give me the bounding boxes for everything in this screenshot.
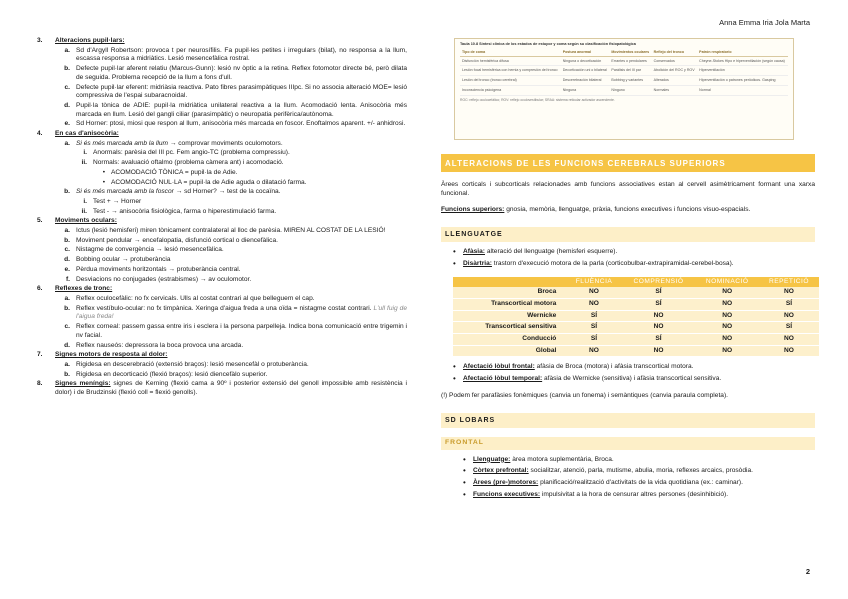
table-cell: Abolición del ROC y ROV: [652, 66, 698, 76]
section-5-items: [61, 227, 407, 284]
list-item: b. Defecte pupil·lar aferent relatiu (Marcus-Gunn): lesió nv òptic a la retina. Reflex fotomotor directe bé, però dilata de seguida. Problema recepció de la llum a fons d'ull.: [64, 65, 407, 81]
list-item: • Còrtex prefrontal: socialitzar, atenció, parla, mutisme, abulia, moria, reflexes arcaics, prosòdia.: [463, 467, 815, 476]
section-8-heading: 8. Signes meníngis: signes de Kerning (flexió cama a 90º i posterior extensió del genoll impossible amb resistència i dolor) i de Brudzinski (flexió coll = flexió genolls).: [37, 380, 408, 397]
figure-caption: Taula 10.8 Síntesi clínica de los estados de estupor y coma según su clasificación fisiopatológica: [460, 42, 636, 46]
section-3-items: [61, 47, 407, 129]
list-item: b. Moviment pendular → encefalopatia, disfunció cortical o diencefàlica.: [64, 236, 278, 244]
list-item: c. Defecte pupil·lar eferent: midriàsia reactiva. Pato fibres parasimpàtiques IIIpc. Si no associa alteració MOE= lesió compressiva de l'espai subaracnoidal.: [64, 83, 407, 100]
table-cell: Transcortical sensitiva: [453, 322, 566, 334]
frontal-list: [463, 456, 815, 500]
table-cell: Global: [453, 345, 566, 357]
aphasia-row: [453, 322, 819, 334]
table-cell: NO: [695, 287, 759, 298]
table-cell: Ninguna: [561, 85, 610, 95]
list-item: a. Ictus (lesió hemisferi) miren tònicament contralateral al lloc de parèsia. MIREN AL COSTAT DE LA LESIÓ!: [64, 227, 386, 235]
table-cell: NO: [566, 345, 621, 357]
list-item: e. Pèrdua moviments horitzontals → protuberància central.: [64, 265, 241, 273]
figure-footnote: ROC: reflejo oculocefálico; ROV: reflejo oculovestibular; SRAA: sistema reticular activador ascendente.: [460, 97, 615, 102]
column-header: [453, 277, 566, 288]
figure-row: [460, 85, 788, 95]
section-4b-subitems: [79, 198, 407, 216]
table-cell: NO: [759, 345, 819, 357]
section-4a-subitems: [79, 149, 407, 167]
column-header: COMPRENSIÓ: [622, 277, 696, 288]
list-item: ii. Normals: avaluació oftalmo (problema càmera ant) i acomodació.: [81, 159, 284, 167]
table-cell: Parálisis del III par: [609, 66, 651, 76]
list-item: d. Pupil·la tònica de ADIE: pupil·la midriàtica unilateral reactiva a la llum. Acomodació lenta. Anisocòria més marcada en llum. Lesió del gangli ciliar (parasimpàtic) o neuropatia perifèrica/autònoma.: [64, 101, 407, 118]
list-item: a. Rigidesa en descerebració (extensió braços): lesió mesencefàl o protuberància.: [64, 360, 309, 368]
section-4a-bullets: [99, 169, 407, 187]
aphasia-row: [453, 298, 819, 310]
list-item: d. Reflex nauseós: depressora la boca provoca una arcada.: [64, 341, 244, 349]
table-cell: SÍ: [622, 298, 696, 310]
author-name: Anna Emma Iria Jola Marta: [719, 18, 810, 27]
table-cell: Cheyne-Stokes Hipo e hiperventilación (según causa): [697, 56, 788, 66]
table-cell: Hiperventilación: [697, 66, 788, 76]
list-item: • ACOMODACIÓ TÒNICA = pupil·la de Adie.: [102, 168, 238, 176]
section-4b-item: [61, 188, 407, 197]
list-item: • Afectació lòbul frontal: afàsia de Broca (motora) i afàsia transcortical motora.: [453, 363, 815, 372]
paraphasia-note: (!) Podem fer parafàsies fonèmiques (canvia un fonema) i semàntiques (canvia paraula completa).: [441, 391, 728, 399]
section-5-heading: 5. Moviments oculars:: [37, 217, 117, 225]
column-header: NOMINACIÓ: [695, 277, 759, 288]
llenguatge-heading: LLENGUATGE: [441, 227, 815, 242]
list-item: b. Rigidesa en decorticació (flexió braços): lesió diencefàlo superior.: [64, 370, 268, 378]
table-cell: Decorticación uni o bilateral: [561, 66, 610, 76]
table-cell: Descerebración bilateral: [561, 76, 610, 86]
list-item: i. Anormals: parèsia del III pc. Fem angio-TC (problema compressiu).: [83, 149, 290, 157]
list-item: f. Desviacions no conjugades (estrabismes) → av oculomotor.: [65, 275, 252, 283]
column-header: Movimientos oculares: [609, 49, 651, 56]
section-banner: ALTERACIONS DE LES FUNCIONS CEREBRALS SUPERIORS: [441, 154, 815, 172]
column-header: FLUÈNCIA: [566, 277, 621, 288]
column-header: REPETICIÓ: [759, 277, 819, 288]
section-4-heading: 4. En cas d'anisocòria:: [37, 130, 119, 138]
table-cell: Errantes o pendulares: [609, 56, 651, 66]
list-item: • Afectació lòbul temporal: afàsia de Wernicke (sensitiva) i afàsia transcortical sensitiva.: [453, 375, 815, 384]
table-cell: NO: [695, 345, 759, 357]
table-cell: SÍ: [566, 310, 621, 322]
section-6-items: [61, 295, 407, 350]
table-cell: Ninguno: [609, 85, 651, 95]
figure-table: [460, 49, 788, 96]
list-item: e. Sd Horner: ptosi, miosi que respon al llum, anisocòria més marcada en foscor. Enoftalmos aparent. +/- anhidrosi.: [64, 120, 406, 128]
column-header: Patrón respiratorio: [697, 49, 788, 56]
list-item: d. Bobbing ocular → protuberància: [64, 256, 171, 264]
aphasia-row: [453, 345, 819, 357]
table-cell: NO: [566, 298, 621, 310]
frontal-heading: FRONTAL: [441, 437, 815, 450]
section-4-items: [61, 140, 407, 149]
table-cell: NO: [622, 310, 696, 322]
section-6-heading: 6. Reflexes de tronc:: [37, 285, 113, 293]
table-cell: SÍ: [622, 334, 696, 346]
list-item: i. Test + → Horner: [83, 197, 142, 205]
lobe-list: [453, 363, 815, 383]
aphasia-row: [453, 310, 819, 322]
sd-lobars-heading: SD LOBARS: [441, 413, 815, 428]
table-cell: NO: [695, 322, 759, 334]
table-cell: NO: [566, 287, 621, 298]
functions-paragraph: Funcions superiors: gnosia, memòria, llenguatge, pràxia, funcions executives i funcions visuo-espacials.: [441, 206, 751, 214]
list-item: a. Sd d'Argyll Robertson: provoca t per neurosífilis. Fa pupil·les petites i irregulars (bilat), no responsa a la llum, escassa responsa a midriàtics. Lesió mesencefàlica rostral.: [64, 46, 407, 63]
figure-row: [460, 66, 788, 76]
table-cell: Wernicke: [453, 310, 566, 322]
list-item: b. Si és més marcada amb la foscor → sd Horner? → test de la cocaïna.: [64, 188, 281, 196]
table-cell: Lesión focal hemisférica con hernia y compresión del tronco: [460, 66, 561, 76]
section-7-items: [61, 361, 407, 379]
list-item: • Disàrtria: trastorn d'execució motora de la parla (corticobulbar-extrapiramidal-cerebel-bosa).: [453, 260, 815, 269]
list-item: • Afàsia: alteració del llenguatge (hemisferi esquerre).: [453, 248, 815, 257]
table-cell: Bobbing y variantes: [609, 76, 651, 86]
table-cell: SÍ: [566, 322, 621, 334]
column-header: Reflejo del tronco: [652, 49, 698, 56]
list-item: • Funcions executives: impulsivitat a la hora de censurar altres persones (desinhibició).: [463, 491, 815, 500]
table-cell: NO: [759, 310, 819, 322]
table-cell: SÍ: [566, 334, 621, 346]
coma-classification-figure: [454, 38, 794, 140]
list-item: a. Si és més marcada amb la llum → comprovar moviments oculomotors.: [64, 139, 283, 147]
list-item: c. Reflex corneal: passem gassa entre iris i esclera i la persona parpelleja. Indica bona comunicació entre trigemin i nv facial.: [64, 323, 407, 339]
table-cell: NO: [759, 334, 819, 346]
column-header: Tipo de coma: [460, 49, 561, 56]
table-cell: Broca: [453, 287, 566, 298]
list-item: • Llenguatge: àrea motora suplementària, Broca.: [463, 456, 815, 465]
aphasia-row: [453, 334, 819, 346]
page-number: 2: [805, 567, 810, 577]
table-cell: Disfunción hemisférica difusa: [460, 56, 561, 66]
figure-row: [460, 56, 788, 66]
list-item: • ACOMODACIÓ NUL·LA = pupil·la de Adie aguda o dilatació farma.: [102, 178, 307, 186]
left-column: [37, 37, 407, 399]
aphasia-table: [453, 277, 819, 358]
table-cell: Alterados: [652, 76, 698, 86]
table-cell: Lesión del tronco (tronco cerebral): [460, 76, 561, 86]
table-cell: Conservados: [652, 56, 698, 66]
list-item: • Àrees (pre-)motores: planificació/realització d'activitats de la vida quotidiana (ex.: caminar).: [463, 479, 815, 488]
table-cell: SÍ: [622, 287, 696, 298]
aphasia-row: [453, 287, 819, 298]
table-cell: SÍ: [759, 322, 819, 334]
table-cell: Conducció: [453, 334, 566, 346]
table-cell: Hiperventilación o patrones periódicos. Gasping: [697, 76, 788, 86]
table-cell: NO: [695, 298, 759, 310]
table-cell: Inconsciencia psicógena: [460, 85, 561, 95]
table-cell: Ninguna o decorticación: [561, 56, 610, 66]
table-cell: Normales: [652, 85, 698, 95]
table-cell: NO: [695, 310, 759, 322]
column-header: Postura anormal: [561, 49, 610, 56]
section-7-heading: 7. Signes motors de resposta al dolor:: [37, 351, 168, 359]
list-item: c. Nistagme de convergència → lesió mesencefàlica.: [64, 246, 224, 254]
section-3-heading: 3. Alteracions pupil·lars:: [37, 37, 125, 44]
table-cell: NO: [759, 287, 819, 298]
right-column: [441, 38, 815, 502]
table-cell: NO: [695, 334, 759, 346]
language-list: [453, 248, 815, 268]
intro-paragraph: Àrees corticals i subcorticals relacionades amb funcions associatives estan al cervell asimètricament formant una xarxa funcional.: [441, 181, 815, 197]
figure-row: [460, 76, 788, 86]
table-cell: Normal: [697, 85, 788, 95]
table-cell: Transcortical motora: [453, 298, 566, 310]
list-item: a. Reflex oculocefàlic: no fx cervicals. Ulls al costat contrari al que belleguem el cap.: [64, 294, 315, 302]
list-item: b. Reflex vestíbulo-ocular: no fx timpànica. Xeringa d'aigua freda a una oïda = nistagme costat contrari. L'ull fuig de l'aigua freda!: [64, 304, 407, 321]
list-item: ii. Test - → anisocòria fisiològica, farma o hiperestimulació farma.: [81, 207, 277, 215]
table-cell: NO: [622, 322, 696, 334]
table-cell: NO: [622, 345, 696, 357]
table-cell: SÍ: [759, 298, 819, 310]
